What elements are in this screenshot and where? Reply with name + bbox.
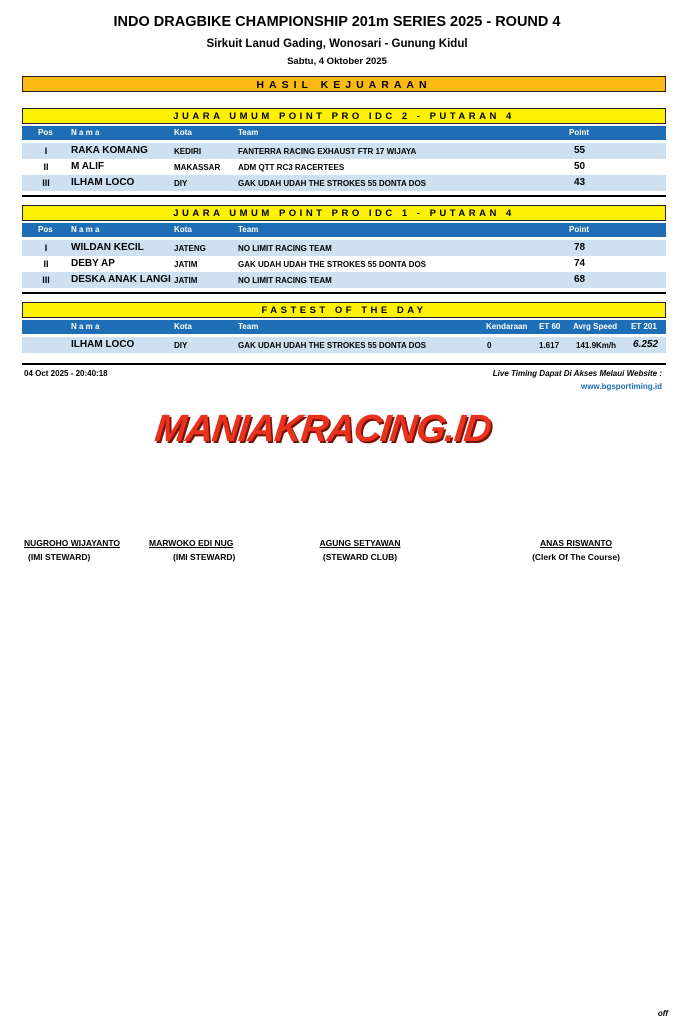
page-title: INDO DRAGBIKE CHAMPIONSHIP 201m SERIES 2025 - ROUND 4	[113, 14, 561, 30]
col-kota: Kota	[174, 322, 192, 331]
row-kota: JATENG	[174, 244, 206, 253]
row-team: FANTERRA RACING EXHAUST FTR 17 WIJAYA	[238, 147, 417, 156]
table-header-idc1	[22, 223, 666, 237]
signature-role: (IMI STEWARD)	[173, 552, 236, 562]
table-row	[22, 159, 666, 175]
row-point: 74	[574, 258, 586, 269]
divider	[22, 292, 666, 294]
live-timing-note: Live Timing Dapat Di Akses Melaui Website :	[492, 369, 662, 378]
row-name: WILDAN KECIL	[71, 242, 144, 253]
timestamp: 04 Oct 2025 - 20:40:18	[24, 369, 108, 378]
maniakracing-logo: MANIAKRACING.ID	[152, 408, 493, 450]
row-team: NO LIMIT RACING TEAM	[238, 276, 332, 285]
row-kota: JATIM	[174, 260, 198, 269]
table-row	[22, 272, 666, 288]
col-point: Point	[569, 225, 589, 234]
table-row	[22, 337, 666, 353]
col-kota: Kota	[174, 128, 192, 137]
signature-role: (Clerk Of The Course)	[532, 552, 620, 562]
table-row	[22, 256, 666, 272]
signature-block	[300, 538, 420, 562]
col-pos: Pos	[38, 128, 53, 137]
signature-block	[149, 538, 237, 562]
row-pos: II	[43, 162, 49, 172]
table-header-idc2	[22, 126, 666, 140]
signature-role: (STEWARD CLUB)	[322, 552, 398, 562]
col-nama: N a m a	[71, 322, 100, 331]
row-pos: III	[42, 178, 50, 188]
table-row	[22, 175, 666, 191]
row-point: 50	[574, 161, 586, 172]
table-row	[22, 240, 666, 256]
col-point: Point	[569, 128, 589, 137]
row-name: RAKA KOMANG	[71, 145, 148, 156]
row-pos: I	[44, 146, 48, 156]
row-team: GAK UDAH UDAH THE STROKES 55 DONTA DOS	[238, 341, 427, 350]
row-kota: DIY	[174, 179, 188, 188]
col-pos: Pos	[38, 225, 53, 234]
website-link[interactable]: www.bgsportiming.id	[580, 382, 662, 391]
col-team: Team	[238, 322, 259, 331]
row-kendaraan: 0	[487, 341, 492, 350]
col-team: Team	[238, 225, 259, 234]
row-name: M ALIF	[71, 161, 104, 172]
signature-name: ANAS RISWANTO	[539, 538, 613, 548]
col-nama: N a m a	[71, 225, 100, 234]
col-avrg-speed: Avrg Speed	[573, 322, 618, 331]
row-team: NO LIMIT RACING TEAM	[238, 244, 332, 253]
row-et60: 1.617	[539, 341, 560, 350]
table-row	[22, 143, 666, 159]
row-team: GAK UDAH UDAH THE STROKES 55 DONTA DOS	[238, 260, 427, 269]
row-kota: KEDIRI	[174, 147, 202, 156]
signature-block	[516, 538, 636, 562]
row-point: 78	[574, 242, 586, 253]
col-et60: ET 60	[539, 322, 561, 331]
signature-name: AGUNG SETYAWAN	[319, 538, 401, 548]
row-kota: JATIM	[174, 276, 198, 285]
row-team: ADM QTT RC3 RACERTEES	[238, 163, 345, 172]
row-pos: II	[43, 259, 49, 269]
section-title-idc2: JUARA UMUM POINT PRO IDC 2 - PUTARAN 4	[22, 108, 666, 124]
col-kendaraan: Kendaraan	[486, 322, 528, 331]
col-kota: Kota	[174, 225, 192, 234]
col-nama: N a m a	[71, 128, 100, 137]
col-et201: ET 201	[631, 322, 657, 331]
corner-mark: off	[657, 1009, 668, 1018]
divider	[22, 195, 666, 197]
row-name: DESKA ANAK LANGI	[71, 274, 171, 285]
row-team: GAK UDAH UDAH THE STROKES 55 DONTA DOS	[238, 179, 427, 188]
row-name: ILHAM LOCO	[71, 177, 135, 188]
signature-block	[24, 538, 124, 562]
row-avrg-speed: 141.9Km/h	[576, 341, 617, 350]
signature-role: (IMI STEWARD)	[28, 552, 91, 562]
venue-subtitle: Sirkuit Lanud Gading, Wonosari - Gunung Kidul	[206, 38, 468, 50]
signature-name: NUGROHO WIJAYANTO	[24, 538, 121, 548]
divider	[22, 363, 666, 365]
row-pos: I	[44, 243, 48, 253]
signature-name: MARWOKO EDI NUG	[149, 538, 234, 548]
row-point: 68	[574, 274, 586, 285]
row-kota: DIY	[174, 341, 188, 350]
row-point: 55	[574, 145, 586, 156]
results-banner: HASIL KEJUARAAN	[22, 76, 666, 92]
event-date: Sabtu, 4 Oktober 2025	[287, 56, 387, 67]
col-team: Team	[238, 128, 259, 137]
row-point: 43	[574, 177, 586, 188]
row-name: ILHAM LOCO	[71, 339, 135, 350]
section-title-idc1: JUARA UMUM POINT PRO IDC 1 - PUTARAN 4	[22, 205, 666, 221]
table-header-fastest	[22, 320, 666, 334]
row-kota: MAKASSAR	[174, 163, 221, 172]
row-name: DEBY AP	[71, 258, 115, 269]
row-et201: 6.252	[633, 339, 659, 350]
section-title-fastest: FASTEST OF THE DAY	[22, 302, 666, 318]
row-pos: III	[42, 275, 50, 285]
